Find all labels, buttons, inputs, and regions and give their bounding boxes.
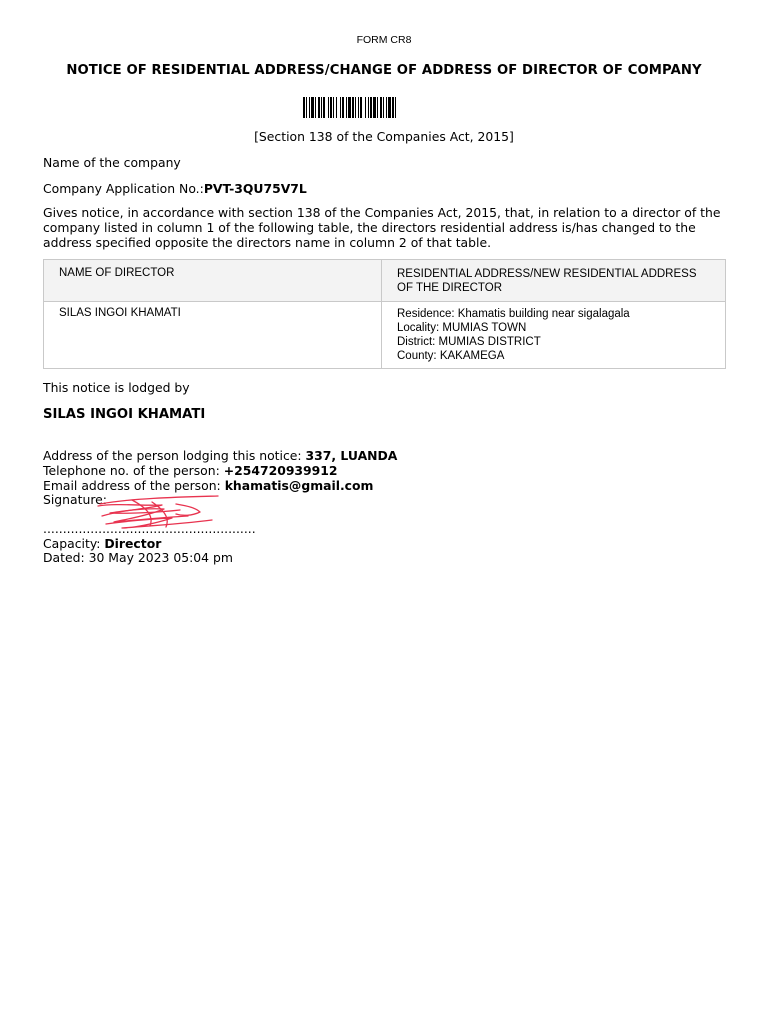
column-divider xyxy=(381,260,382,368)
district-line: District: MUMIAS DISTRICT xyxy=(397,336,541,348)
header-director-name: NAME OF DIRECTOR xyxy=(59,267,175,279)
barcode-bar xyxy=(318,97,320,118)
document-title: NOTICE OF RESIDENTIAL ADDRESS/CHANGE OF ADDRESS OF DIRECTOR OF COMPANY xyxy=(66,63,702,78)
signature-dotted-line: ...................................................... xyxy=(43,521,256,536)
telephone-line xyxy=(43,463,338,478)
barcode-bar xyxy=(315,97,316,118)
barcode-bar xyxy=(333,97,334,118)
capacity-line xyxy=(43,536,161,551)
form-code: FORM CR8 xyxy=(356,34,412,46)
application-number-line xyxy=(43,181,307,196)
notice-paragraph: Gives notice, in accordance with section 138 of the Companies Act, 2015, that, in relation to a director of the company listed in column 1 of the following table, the directors residential address is/has changed to the address specified opposite the directors name in column 2 of that table. xyxy=(43,205,721,250)
lodged-by-label: This notice is lodged by xyxy=(43,380,190,395)
application-number: PVT-3QU75V7L xyxy=(203,181,307,196)
residential-address-cell xyxy=(397,307,630,363)
barcode-bar xyxy=(377,97,378,118)
barcode-bar xyxy=(303,97,305,118)
company-name-label: Name of the company xyxy=(43,155,181,170)
barcode-bar xyxy=(386,97,387,118)
barcode-bar xyxy=(346,97,347,118)
barcode-bar xyxy=(323,97,325,118)
barcode-bar xyxy=(392,97,394,118)
county-line: County: KAKAMEGA xyxy=(397,350,505,362)
residence-line: Residence: Khamatis building near sigalagala xyxy=(397,308,630,320)
barcode-bar xyxy=(360,97,362,118)
signature-label: Signature: xyxy=(43,492,107,507)
directors-table xyxy=(43,259,726,369)
capacity-value: Director xyxy=(104,536,162,551)
lodger-name: SILAS INGOI KHAMATI xyxy=(43,407,206,422)
telephone-label: Telephone no. of the person: xyxy=(43,463,224,478)
dated-line: Dated: 30 May 2023 05:04 pm xyxy=(43,550,233,565)
barcode-bar xyxy=(309,97,310,118)
telephone-value: +254720939912 xyxy=(223,463,338,478)
barcode-bar xyxy=(380,97,382,118)
section-reference: [Section 138 of the Companies Act, 2015] xyxy=(254,129,514,144)
barcode xyxy=(303,97,467,118)
barcode-bar xyxy=(321,97,322,118)
barcode-bar xyxy=(373,97,376,118)
header-residential-address: RESIDENTIAL ADDRESS/NEW RESIDENTIAL ADDRESS OF THE DIRECTOR xyxy=(397,268,697,294)
barcode-bar xyxy=(340,97,341,118)
barcode-bar xyxy=(342,97,344,118)
application-label: Company Application No.: xyxy=(43,181,204,196)
barcode-bar xyxy=(395,97,396,118)
address-label: Address of the person lodging this notice: xyxy=(43,448,306,463)
barcode-bar xyxy=(370,97,372,118)
capacity-label: Capacity: xyxy=(43,536,105,551)
barcode-bar xyxy=(311,97,314,118)
barcode-bar xyxy=(365,97,366,118)
barcode-bar xyxy=(328,97,329,118)
email-line xyxy=(43,478,373,493)
barcode-bar xyxy=(352,97,354,118)
barcode-bar xyxy=(358,97,359,118)
barcode-bar xyxy=(355,97,356,118)
barcode-bar xyxy=(306,97,307,118)
address-value: 337, LUANDA xyxy=(305,448,398,463)
email-label: Email address of the person: xyxy=(43,478,225,493)
email-value: khamatis@gmail.com xyxy=(224,478,374,493)
address-line xyxy=(43,448,397,463)
director-name-cell: SILAS INGOI KHAMATI xyxy=(59,307,181,319)
barcode-bar xyxy=(330,97,332,118)
barcode-bar xyxy=(336,97,337,118)
barcode-bar xyxy=(388,97,391,118)
barcode-bar xyxy=(348,97,351,118)
barcode-bar xyxy=(368,97,369,118)
locality-line: Locality: MUMIAS TOWN xyxy=(397,322,527,334)
barcode-bar xyxy=(383,97,384,118)
